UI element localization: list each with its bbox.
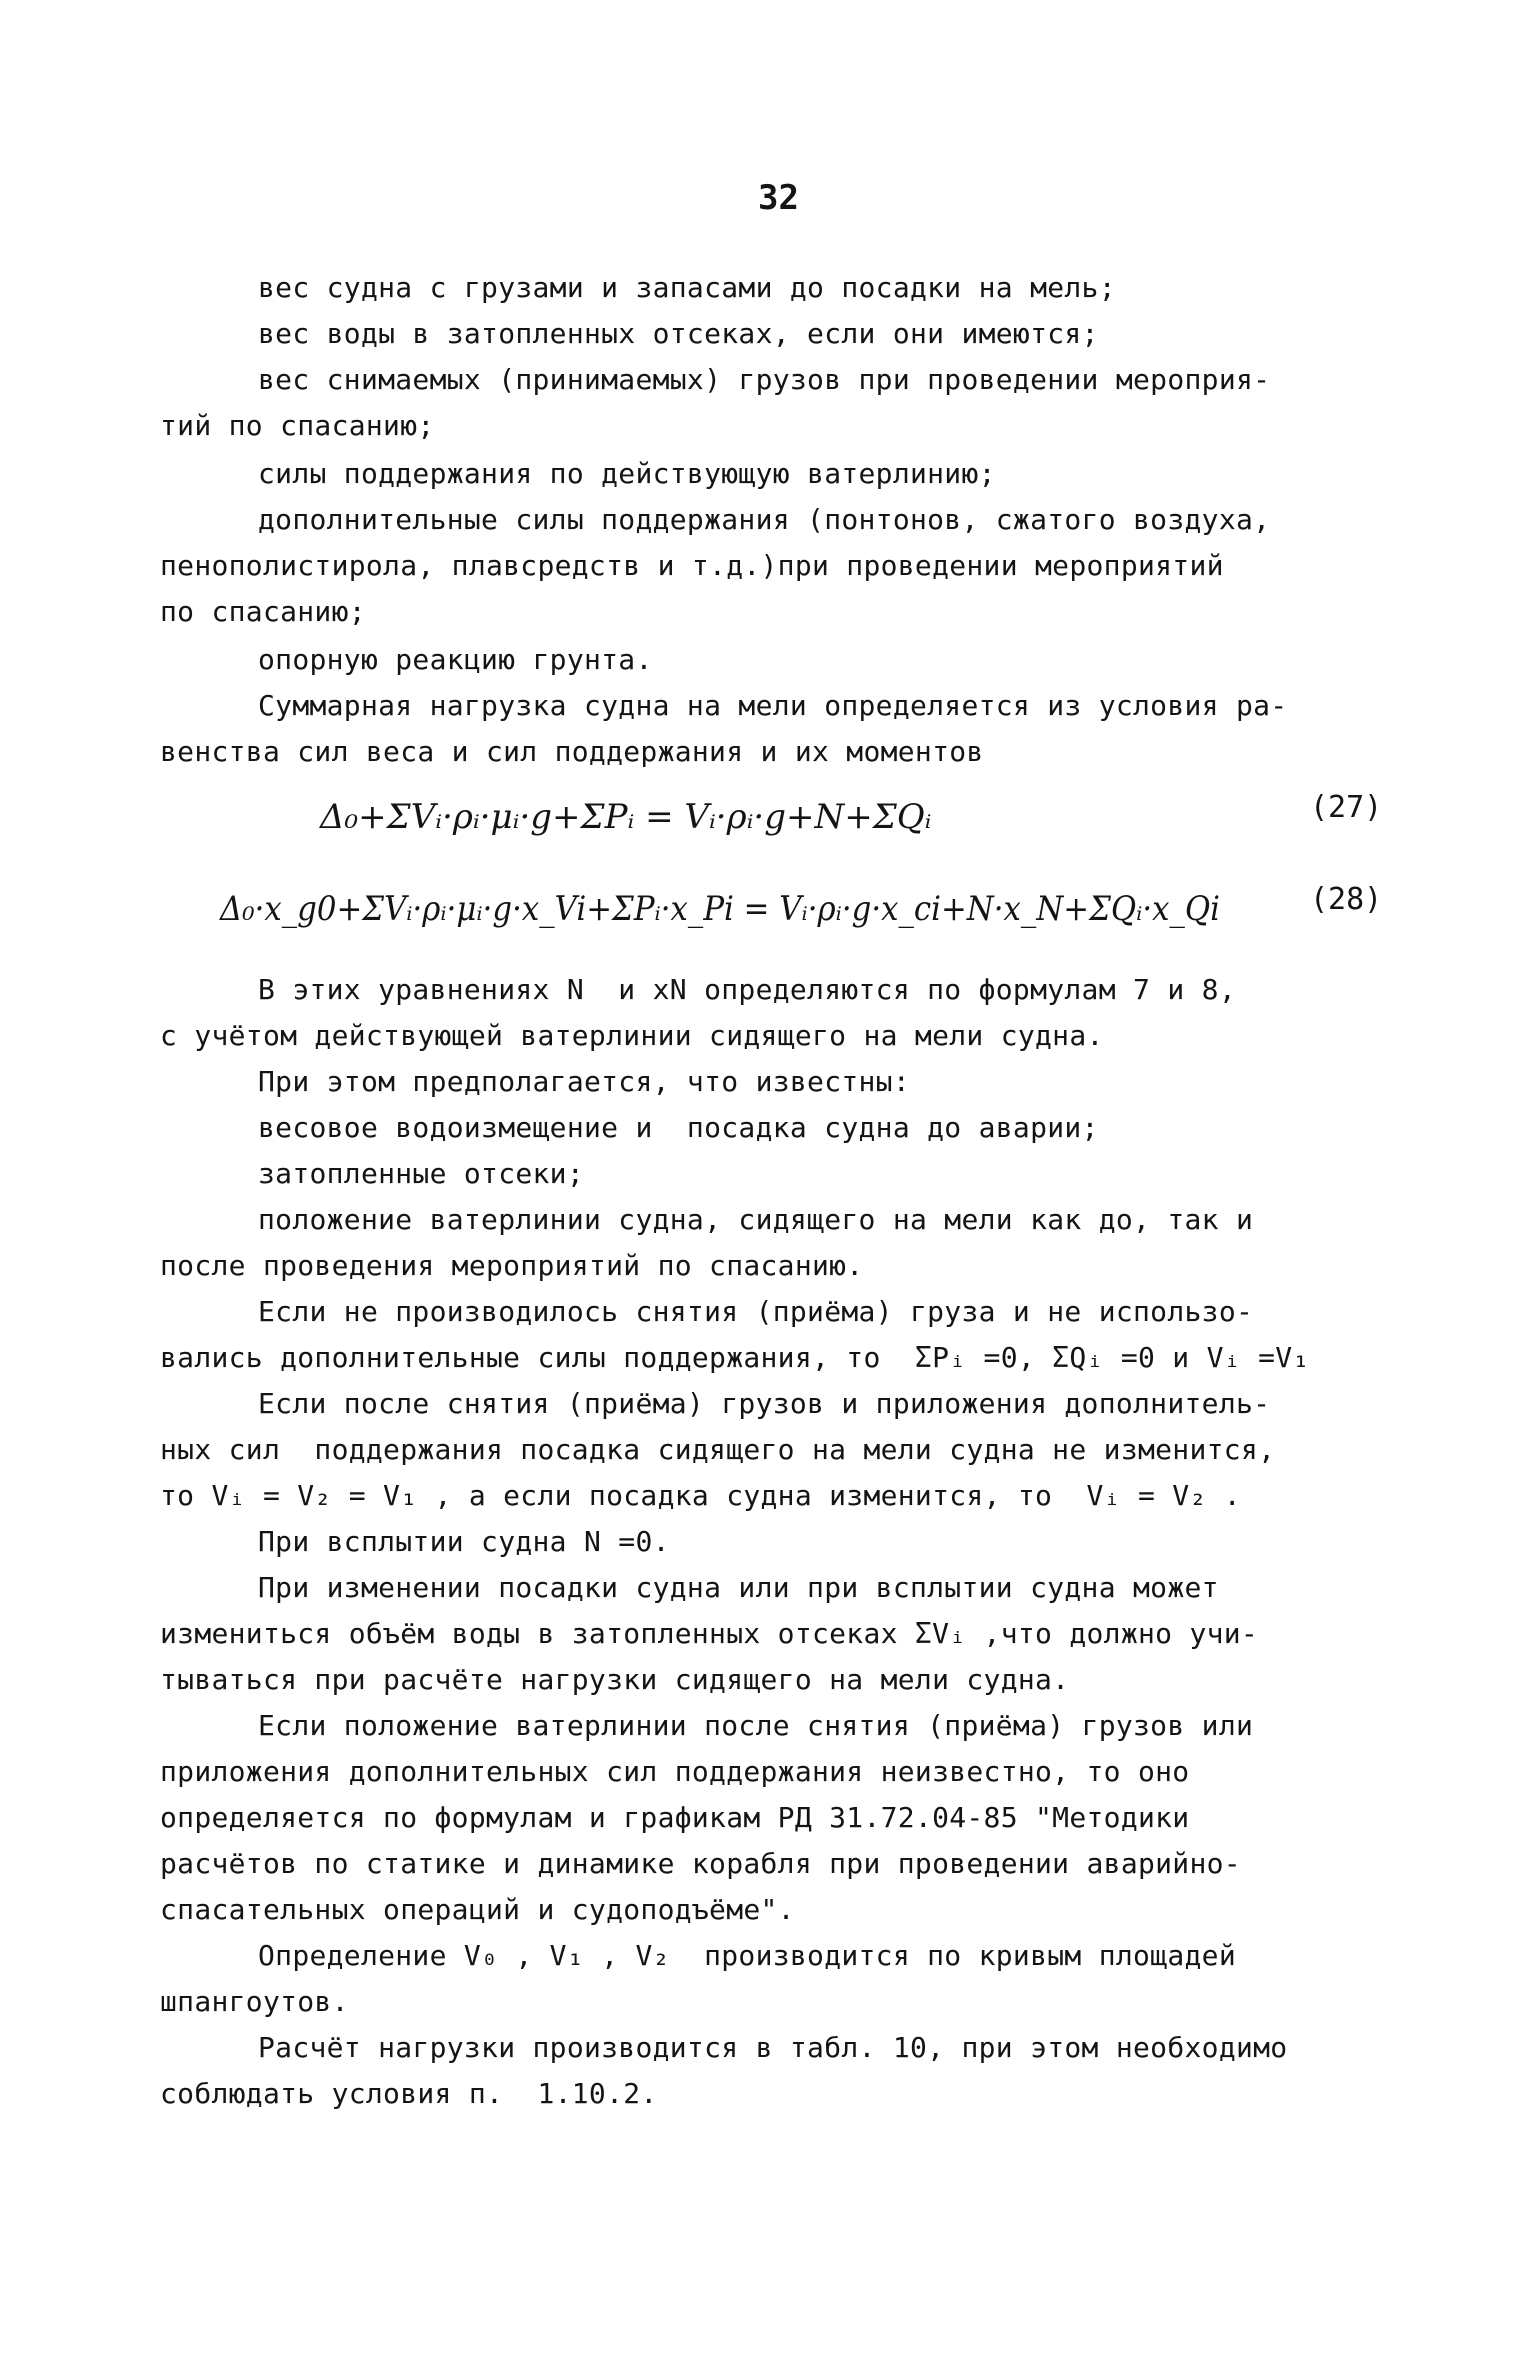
list-item: после проведения мероприятий по спасанию. [160, 1249, 864, 1282]
list-item: положение ватерлинии судна, сидящего на мели как до, так и [258, 1203, 1254, 1236]
page-number: 32 [758, 178, 799, 218]
list-item: вес воды в затопленных отсеках, если они имеются; [258, 317, 1099, 350]
paragraph-line: Расчёт нагрузки производится в табл. 10, при этом необходимо [258, 2031, 1288, 2064]
list-item: затопленные отсеки; [258, 1157, 584, 1190]
formula-27-text: Δ₀+ΣVᵢ·ρᵢ·μᵢ·g+ΣPᵢ = Vᵢ·ρᵢ·g+N+ΣQᵢ [320, 797, 932, 837]
formula-28 [200, 872, 1383, 942]
list-item: опорную реакцию грунта. [258, 643, 653, 676]
paragraph-line: При изменении посадки судна или при всплытии судна может [258, 1571, 1219, 1604]
list-item: пенополистирола, плавсредств и т.д.)при проведении мероприятий [160, 549, 1224, 582]
paragraph-line: вались дополнительные силы поддержания, то ΣPᵢ =0, ΣQᵢ =0 и Vᵢ =V₁ [160, 1341, 1310, 1374]
paragraph-line: спасательных операций и судоподъёме". [160, 1893, 795, 1926]
paragraph-line: ных сил поддержания посадка сидящего на мели судна не изменится, [160, 1433, 1276, 1466]
list-item: весовое водоизмещение и посадка судна до аварии; [258, 1111, 1099, 1144]
paragraph-line: Если не производилось снятия (приёма) груза и не использо- [258, 1295, 1254, 1328]
paragraph-line: Если положение ватерлинии после снятия (приёма) грузов или [258, 1709, 1254, 1742]
formula-28-text: Δ₀·x_g0+ΣVᵢ·ρᵢ·μᵢ·g·x_Vi+ΣPᵢ·x_Pi = Vᵢ·ρᵢ·g·x_ci+N·x_N+ΣQᵢ·x_Qi [218, 889, 1220, 929]
list-item: вес снимаемых (принимаемых) грузов при проведении мероприя- [258, 363, 1271, 396]
list-item: дополнительные силы поддержания (понтонов, сжатого воздуха, [258, 503, 1271, 536]
list-item: по спасанию; [160, 595, 366, 628]
paragraph-line: Суммарная нагрузка судна на мели определяется из условия ра- [258, 689, 1288, 722]
list-item: силы поддержания по действующую ватерлинию; [258, 457, 996, 490]
list-item: тий по спасанию; [160, 409, 435, 442]
paragraph-line: с учётом действующей ватерлинии сидящего на мели судна. [160, 1019, 1104, 1052]
paragraph-line: При всплытии судна N =0. [258, 1525, 670, 1558]
paragraph-line: венства сил веса и сил поддержания и их моментов [160, 735, 984, 768]
paragraph-line: то Vᵢ = V₂ = V₁ , а если посадка судна изменится, то Vᵢ = V₂ . [160, 1479, 1241, 1512]
paragraph-line: приложения дополнительных сил поддержания неизвестно, то оно [160, 1755, 1190, 1788]
paragraph-line: Определение V₀ , V₁ , V₂ производится по кривым площадей [258, 1939, 1236, 1972]
paragraph-line: шпангоутов. [160, 1985, 349, 2018]
paragraph-line: тываться при расчёте нагрузки сидящего на мели судна. [160, 1663, 1070, 1696]
formula-27 [200, 780, 1383, 850]
equation-number-28: (28) [1310, 882, 1383, 917]
list-item: вес судна с грузами и запасами до посадки на мель; [258, 271, 1116, 304]
paragraph-line: определяется по формулам и графикам РД 31.72.04-85 "Методики [160, 1801, 1190, 1834]
paragraph-line: Если после снятия (приёма) грузов и приложения дополнитель- [258, 1387, 1271, 1420]
paragraph-line: соблюдать условия п. 1.10.2. [160, 2077, 658, 2110]
paragraph-line: измениться объём воды в затопленных отсеках ΣVᵢ ,что должно учи- [160, 1617, 1259, 1650]
paragraph-line: расчётов по статике и динамике корабля при проведении аварийно- [160, 1847, 1241, 1880]
equation-number-27: (27) [1310, 790, 1383, 825]
paragraph-line: В этих уравнениях N и xN определяются по формулам 7 и 8, [258, 973, 1236, 1006]
paragraph-line: При этом предполагается, что известны: [258, 1065, 910, 1098]
